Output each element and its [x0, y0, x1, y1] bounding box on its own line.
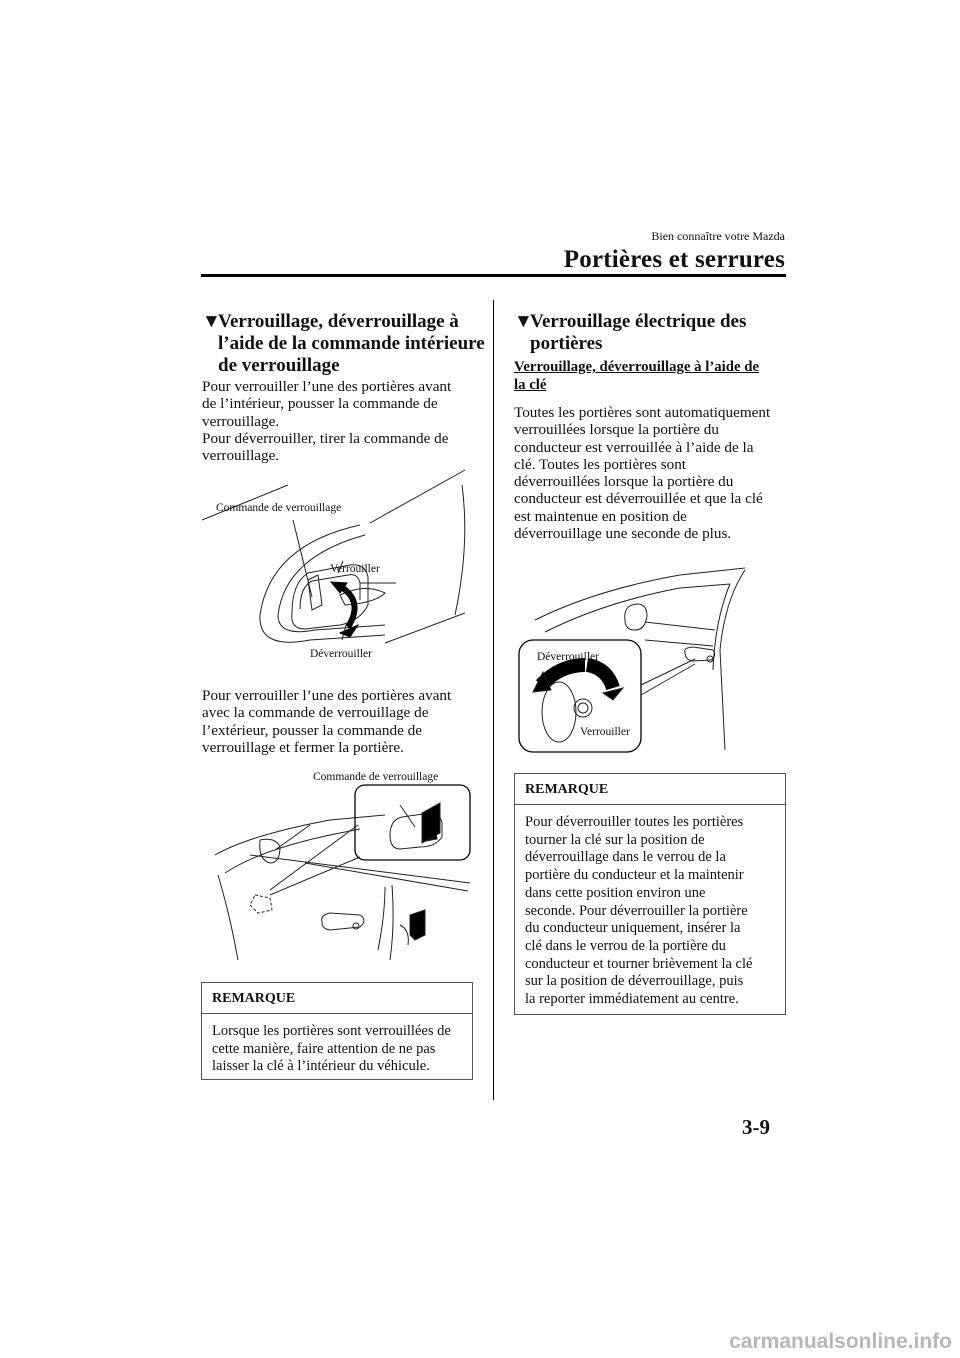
right-heading-line: portières: [530, 333, 603, 354]
right-note-title: REMARQUE: [515, 774, 785, 805]
right-subheading: Verrouillage, déverrouillage à l’aide de la clé: [514, 359, 760, 393]
left-heading-line: Verrouillage, déverrouillage à: [218, 311, 459, 332]
left-note-title: REMARQUE: [202, 983, 472, 1014]
exterior-lock-figure: [210, 765, 480, 965]
right-note-text: Pour déverrouiller toutes les portières tourner la clé sur la position de déverrouillage dans le verrou de la portière du conducteur et la maintenir dans cette position environ une seconde. Pour déverrouiller la portière du conducteur uniquement, insérer la clé dans le verrou de la portière du conducteur et tourner brièvement la clé sur la position de déverrouillage, puis la reporter immédiatement au centre.: [525, 814, 753, 1008]
left-heading: [202, 311, 492, 381]
label-verrouiller-fig1: Verrouiller: [330, 563, 380, 575]
left-paragraph-1: Pour verrouiller l’une des portières avant de l’intérieur, pousser la commande de verrouillage. Pour déverrouiller, tirer la commande de verrouillage.: [202, 378, 452, 465]
column-divider: [493, 300, 494, 1100]
right-heading: [514, 311, 786, 359]
label-deverrouiller-fig1: Déverrouiller: [310, 648, 372, 660]
right-note-box: [514, 773, 786, 1015]
label-commande-fig2: Commande de verrouillage: [313, 771, 439, 783]
heading-marker-icon: ▼: [202, 311, 221, 332]
label-deverrouiller-fig3: Déverrouiller: [537, 651, 599, 663]
right-heading-line: Verrouillage électrique des: [530, 311, 747, 332]
page-number: 3-9: [742, 1115, 770, 1139]
label-verrouiller-fig3: Verrouiller: [580, 726, 630, 738]
watermark: carmanualsonline.info: [729, 1330, 952, 1353]
page-title: Portières et serrures: [563, 246, 785, 273]
right-paragraph: Toutes les portières sont automatiquement verrouillées lorsque la portière du conducteur est verrouillée à l’aide de la clé. Toutes les portières sont déverrouillées lorsque la portière du conducteur est déverrouillée et que la clé est maintenue en position de déverrouillage une seconde de plus.: [514, 404, 771, 543]
left-note-box: [201, 982, 473, 1080]
left-heading-line: l’aide de la commande intérieure: [218, 333, 485, 354]
header-rule: [201, 274, 786, 277]
left-heading-line: de verrouillage: [218, 355, 340, 376]
left-paragraph-2: Pour verrouiller l’une des portières avant avec la commande de verrouillage de l’extérieur, pousser la commande de verrouillage et fermer la portière.: [202, 687, 452, 756]
label-commande-fig1: Commande de verrouillage: [216, 502, 342, 514]
left-note-text: Lorsque les portières sont verrouillées de cette manière, faire attention de ne pas laisser la clé à l’intérieur du véhicule.: [212, 1023, 451, 1075]
section-label: Bien connaître votre Mazda: [651, 229, 785, 243]
heading-marker-icon: ▼: [514, 311, 533, 332]
